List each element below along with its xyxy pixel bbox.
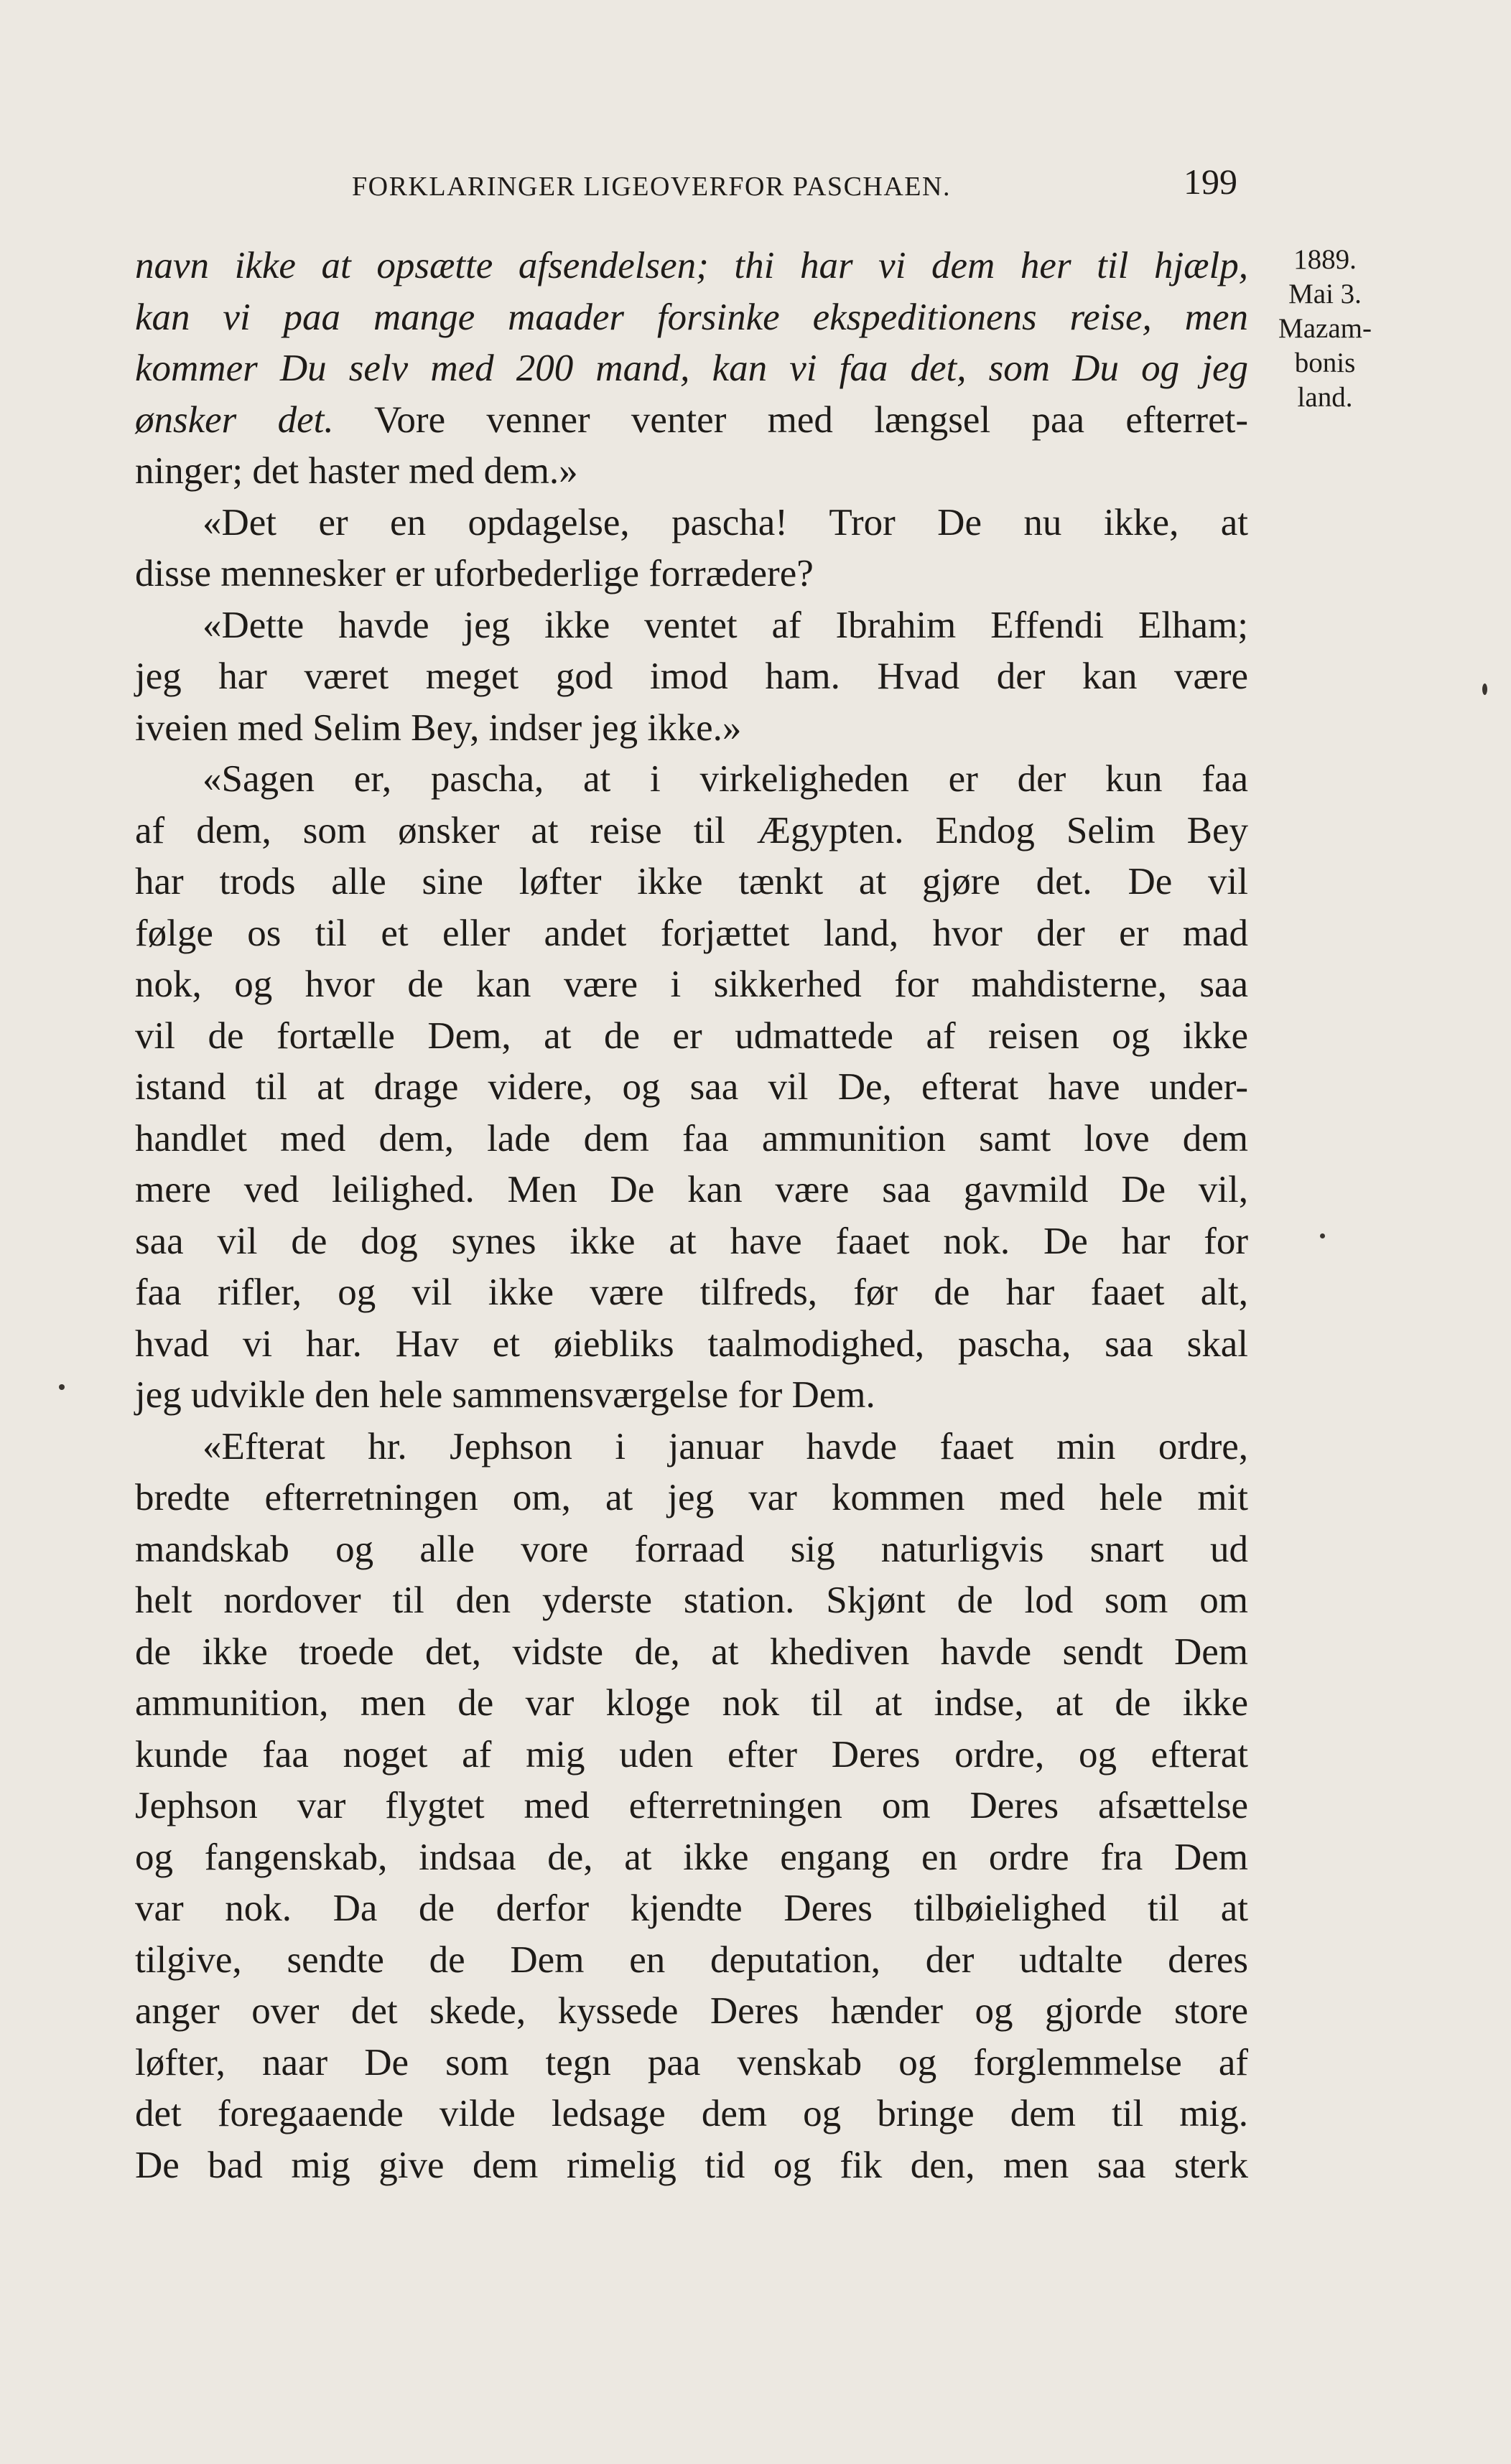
roman-text: var nok. Da de derfor kjendte Deres tilbøielighed til at bbox=[135, 1887, 1248, 1929]
text-line bbox=[135, 1575, 1248, 1627]
roman-text: iveien med Selim Bey, indser jeg ikke.» bbox=[135, 706, 742, 749]
roman-text: «Dette havde jeg ikke ventet af Ibrahim Effendi Elham; bbox=[203, 604, 1248, 646]
text-line bbox=[135, 2089, 1248, 2140]
text-line bbox=[135, 600, 1248, 652]
roman-text: saa vil de dog synes ikke at have faaet nok. De har for bbox=[135, 1220, 1248, 1262]
roman-text: ammunition, men de var kloge nok til at indse, at de ikke bbox=[135, 1682, 1248, 1724]
roman-text: kunde faa noget af mig uden efter Deres ordre, og efterat bbox=[135, 1733, 1248, 1775]
marginal-place: bonis bbox=[1294, 347, 1356, 378]
text-line bbox=[135, 651, 1248, 703]
text-line bbox=[135, 1370, 1248, 1422]
text-line bbox=[135, 1935, 1248, 1987]
text-line bbox=[135, 959, 1248, 1011]
roman-text: «Efterat hr. Jephson i januar havde faaet min ordre, bbox=[203, 1425, 1248, 1467]
text-line bbox=[135, 395, 1248, 447]
text-line bbox=[135, 1986, 1248, 2038]
text-line bbox=[135, 549, 1248, 600]
ink-speck bbox=[59, 1384, 65, 1390]
roman-text: har trods alle sine løfter ikke tænkt at gjøre det. De vil bbox=[135, 861, 1248, 902]
text-line bbox=[135, 1319, 1248, 1371]
marginal-date: Mai 3. bbox=[1288, 279, 1362, 309]
text-line bbox=[135, 1473, 1248, 1524]
text-line bbox=[135, 1062, 1248, 1114]
roman-text: mandskab og alle vore forraad sig naturligvis snart ud bbox=[135, 1528, 1248, 1570]
roman-text: løfter, naar De som tegn paa venskab og forglemmelse af bbox=[135, 2041, 1248, 2083]
roman-text: helt nordover til den yderste station. Skjønt de lod som om bbox=[135, 1579, 1248, 1621]
roman-text: anger over det skede, kyssede Deres hænder og gjorde store bbox=[135, 1990, 1248, 2032]
text-line bbox=[135, 446, 1248, 498]
roman-text: følge os til et eller andet forjættet land, hvor der er mad bbox=[135, 912, 1248, 954]
text-line bbox=[135, 241, 1248, 292]
roman-text: mere ved leilighed. Men De kan være saa gavmild De vil, bbox=[135, 1169, 1248, 1210]
text-line bbox=[135, 1216, 1248, 1268]
roman-text: Vore venner venter med længsel paa efterret- bbox=[333, 398, 1248, 441]
text-line bbox=[135, 1730, 1248, 1781]
text-line bbox=[135, 1267, 1248, 1319]
text-line bbox=[135, 1114, 1248, 1165]
roman-text: handlet med dem, lade dem faa ammunition samt love dem bbox=[135, 1117, 1248, 1159]
roman-text: Jephson var flygtet med efterretningen om Deres afsættelse bbox=[135, 1785, 1248, 1826]
text-line bbox=[135, 1422, 1248, 1473]
roman-text: nok, og hvor de kan være i sikkerhed for mahdisterne, saa bbox=[135, 963, 1248, 1005]
text-line bbox=[135, 1165, 1248, 1216]
text-line bbox=[135, 1832, 1248, 1884]
roman-text: det foregaaende vilde ledsage dem og bringe dem til mig. bbox=[135, 2093, 1248, 2134]
text-line bbox=[135, 908, 1248, 960]
text-line bbox=[135, 1678, 1248, 1730]
roman-text: de ikke troede det, vidste de, at khediven havde sendt Dem bbox=[135, 1630, 1248, 1673]
italic-text: kommer Du selv med 200 mand, kan vi faa det, som Du og jeg bbox=[135, 347, 1248, 389]
text-line bbox=[135, 343, 1248, 395]
roman-text: istand til at drage videre, og saa vil De, efterat have under- bbox=[135, 1066, 1248, 1108]
text-line bbox=[135, 1781, 1248, 1832]
ink-speck bbox=[1320, 1233, 1325, 1238]
ink-speck bbox=[1482, 683, 1487, 695]
page-number: 199 bbox=[1184, 162, 1237, 202]
roman-text: hvad vi har. Hav et øiebliks taalmodighed, pascha, saa skal bbox=[135, 1322, 1248, 1365]
marginal-place: land. bbox=[1297, 382, 1353, 413]
roman-text: «Sagen er, pascha, at i virkeligheden er der kun faa bbox=[203, 758, 1248, 800]
marginal-place: Mazam- bbox=[1278, 313, 1372, 344]
marginal-note bbox=[1271, 243, 1379, 415]
roman-text: af dem, som ønsker at reise til Ægypten. Endog Selim Bey bbox=[135, 809, 1248, 851]
text-line bbox=[135, 754, 1248, 806]
text-line bbox=[135, 2140, 1248, 2192]
roman-text: ninger; det haster med dem.» bbox=[135, 450, 578, 492]
roman-text: bredte efterretningen om, at jeg var kommen med hele mit bbox=[135, 1477, 1248, 1518]
roman-text: tilgive, sendte de Dem en deputation, der udtalte deres bbox=[135, 1938, 1248, 1981]
text-line bbox=[135, 2038, 1248, 2089]
text-line bbox=[135, 857, 1248, 908]
text-line bbox=[135, 806, 1248, 857]
roman-text: jeg udvikle den hele sammensværgelse for Dem. bbox=[135, 1374, 875, 1416]
text-line bbox=[135, 498, 1248, 549]
roman-text: disse mennesker er uforbederlige forrædere? bbox=[135, 553, 814, 594]
marginal-year: 1889. bbox=[1293, 244, 1357, 275]
text-line bbox=[135, 292, 1248, 344]
running-header: FORKLARINGER LIGEOVERFOR PASCHAEN. bbox=[352, 172, 951, 202]
italic-text: kan vi paa mange maader forsinke ekspeditionens reise, men bbox=[135, 296, 1248, 338]
text-line bbox=[135, 1011, 1248, 1063]
roman-text: og fangenskab, indsaa de, at ikke engang en ordre fra Dem bbox=[135, 1836, 1248, 1878]
roman-text: jeg har været meget god imod ham. Hvad der kan være bbox=[135, 655, 1248, 697]
roman-text: faa rifler, og vil ikke være tilfreds, før de har faaet alt, bbox=[135, 1271, 1248, 1313]
italic-text: navn ikke at opsætte afsendelsen; thi har vi dem her til hjælp, bbox=[135, 245, 1248, 286]
roman-text: vil de fortælle Dem, at de er udmattede af reisen og ikke bbox=[135, 1014, 1248, 1057]
italic-text: ønsker det. bbox=[135, 398, 334, 441]
text-line bbox=[135, 703, 1248, 755]
roman-text: De bad mig give dem rimelig tid og fik den, men saa sterk bbox=[135, 2144, 1248, 2186]
roman-text: «Det er en opdagelse, pascha! Tror De nu ikke, at bbox=[203, 501, 1248, 543]
text-line bbox=[135, 1883, 1248, 1935]
text-line bbox=[135, 1627, 1248, 1679]
text-line bbox=[135, 1524, 1248, 1576]
body-text bbox=[135, 241, 1248, 2191]
